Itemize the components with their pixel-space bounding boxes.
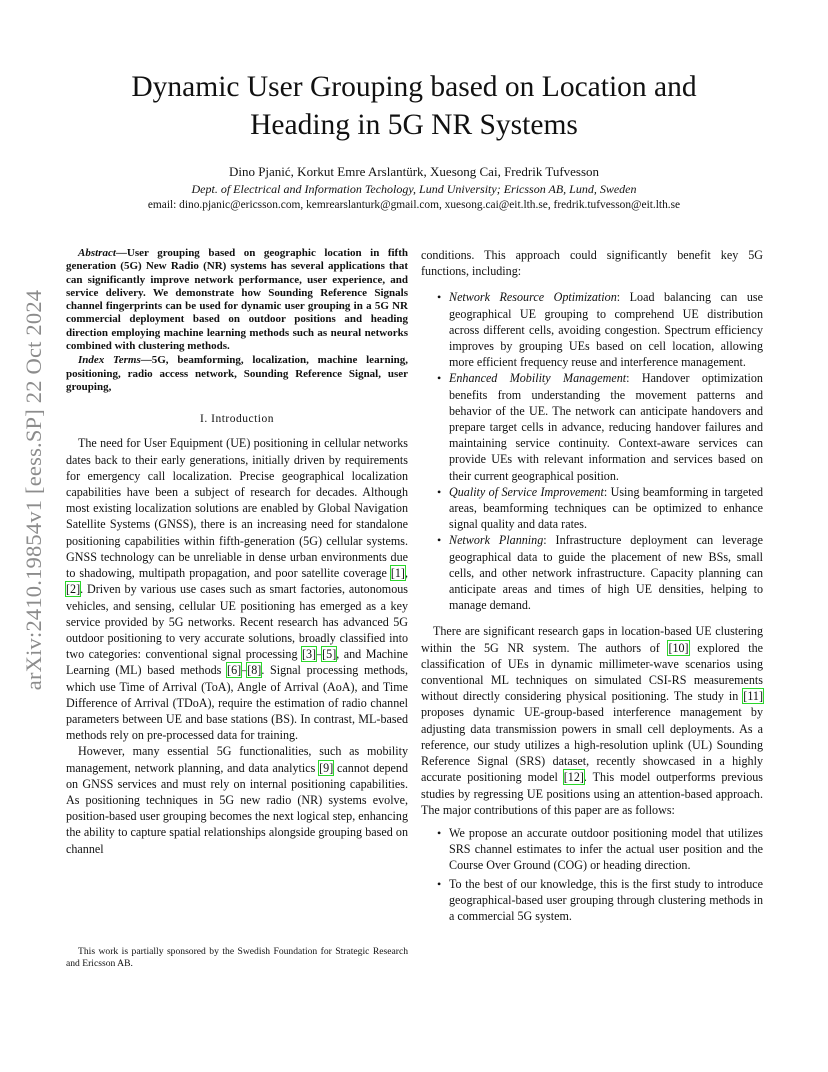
footnote [66, 946, 408, 970]
title-line-2: Heading in 5G NR Systems [250, 109, 578, 141]
text-run: . This model outperforms previous studies by regressing UE positions using an attention-based approach. The major contributions of this paper are as follows: [421, 770, 763, 817]
right-column [421, 247, 763, 926]
text-run: , and Machine Learning (ML) based methods [66, 647, 408, 678]
abstract-label: Abstract [78, 247, 116, 259]
text-run: – [241, 663, 248, 678]
text-run: The need for User Equipment (UE) positioning in cellular networks dates back to their early generations, initially driven by requirements for emergency call localization. Precise geographical localization capabilities have been a subject of research for decades. Although most existing localization solutions are enabled by Global Navigation Satellite Systems (GNSS), there is an increasing need for standalone positioning capabilities within fifth-generation (5G) cellular systems. GNSS technology can be unreliable in dense urban environments due to shadowing, multipath propagation, and poor satellite coverage [66, 436, 408, 581]
text-run: cannot depend on GNSS services and must rely on internal positioning capabilities. As positioning techniques in 5G new radio (NR) systems evolve, position-based user grouping becomes the next logical step, enhancing the ability to capture spatial relationships alongside grouping based on channel [66, 760, 408, 856]
bullet-text: : Handover optimization benefits from understanding the movement patterns and behavior of the UE. The network can anticipate handovers and prepare target cells in advance, reducing handover failures and maintaining service continuity. Context-aware services can provide UEs with relevant information and services based on their current geographical position. [449, 371, 763, 483]
citation-link[interactable]: [3] [301, 647, 317, 662]
arxiv-stamp[interactable]: arXiv:2410.19854v1 [eess.SP] 22 Oct 2024 [21, 289, 46, 691]
citation-link[interactable]: [6] [227, 663, 242, 678]
citation-link[interactable]: [9] [319, 760, 334, 775]
intro-paragraph-1 [66, 435, 408, 743]
abstract-text: —User grouping based on geographic location in fifth generation (5G) New Radio (NR) systems has several applications that can significantly improve network performance, user experience, and service delivery. We demonstrate how Sounding Reference Signals channel fingerprints can be used for dynamic user grouping in a 5G NR commercial deployment based on outdoor positions and heading direction employing machine learning methods such as neural networks combined with clustering methods. [66, 247, 408, 353]
citation-link[interactable]: [5] [322, 647, 337, 662]
text-run: There are significant research gaps in location-based UE clustering within the 5G NR system. The authors of [421, 624, 763, 655]
text-run: , [404, 566, 408, 581]
bullet-term: Network Resource Optimization [449, 290, 617, 305]
left-column [66, 247, 408, 857]
intro-paragraph-2 [66, 743, 408, 856]
text-run: However, many essential 5G functionalities, such as mobility management, network planning, and data analytics [66, 744, 408, 775]
index-terms-text: —5G, beamforming, localization, machine learning, positioning, radio access network, Sounding Reference Signal, user grouping, [66, 354, 408, 393]
list-item [421, 289, 763, 370]
text-run: explored the classification of UEs in dynamic millimeter-wave scenarios using conventional ML techniques on simulated CSI-RS measurements without directly considering physical positioning. The study in [421, 640, 764, 704]
citation-link[interactable]: [10] [668, 640, 689, 655]
bullet-term: Quality of Service Improvement [449, 484, 604, 499]
footnote-text: This work is partially sponsored by the Swedish Foundation for Strategic Research and Ericsson AB. [66, 946, 408, 969]
title-line-1: Dynamic User Grouping based on Location and [131, 71, 697, 103]
continuation-paragraph: conditions. This approach could significantly benefit key 5G functions, including: [421, 248, 763, 279]
contribution-list [421, 825, 763, 924]
citation-link[interactable]: [11] [743, 689, 763, 704]
text-run: . Signal processing methods, which use Time of Arrival (ToA), Angle of Arrival (AoA), and Time Difference of Arrival (TDoA), require the estimation of radio channel parameters between UE and base stations (BS). In contrast, ML-based methods rely on pre-processed data for training. [66, 663, 408, 743]
citation-link[interactable]: [12] [563, 770, 584, 785]
text-run: proposes dynamic UE-group-based interference management by adjusting data transmission powers in small cell deployments. As a reference, our study utilizes a high-resolution uplink (UL) Sounding Reference Signal (SRS) dataset, recently showcased in a highly accurate positioning model [421, 705, 763, 785]
section-heading-introduction: I. Introduction [200, 413, 274, 426]
affiliation: Dept. of Electrical and Information Techology, Lund University; Ericsson AB, Lund, Sweden [191, 182, 637, 196]
citation-link[interactable]: [2] [66, 582, 81, 597]
bullet-text: : Infrastructure deployment can leverage geographical data to guide the placement of new BSs, small cells, and other network infrastructure. Capacity planning can anticipate areas and times of high UE densities, helping to manage demand. [449, 533, 763, 613]
list-item [421, 532, 763, 613]
research-gap-paragraph [421, 623, 763, 817]
citation-link[interactable]: [8] [247, 663, 262, 678]
paper-title [60, 68, 768, 144]
author-list: Dino Pjanić, Korkut Emre Arslantürk, Xuesong Cai, Fredrik Tufvesson [228, 164, 600, 179]
citation-link[interactable]: [1] [390, 566, 405, 581]
bullet-text: : Load balancing can use geographical UE grouping to comprehend UE distribution across different cells, avoiding congestion. Spectrum efficiency improves by grouping UEs based on cell location, allowing more efficient frequency reuse and interference management. [449, 290, 763, 370]
abstract [66, 247, 408, 353]
index-terms-label: Index Terms [78, 354, 141, 367]
list-item [421, 484, 763, 533]
benefit-list [421, 289, 763, 613]
bullet-term: Enhanced Mobility Management [449, 371, 627, 386]
index-terms [66, 354, 408, 394]
bullet-text: : Using beamforming in targeted areas, beamforming techniques can be optimized to enhance signal quality and data rates. [449, 484, 763, 532]
arxiv-stamp-container [18, 290, 50, 690]
author-emails: email: dino.pjanic@ericsson.com, kemrearslanturk@gmail.com, xuesong.cai@eit.lth.se, fredrik.tufvesson@eit.lth.se [147, 199, 681, 211]
text-run: – [316, 647, 323, 662]
list-item [421, 370, 763, 483]
list-item: • We propose an accurate outdoor positioning model that utilizes SRS channel estimates to infer the actual user position and the Course Over Ground (COG) or heading direction. [421, 825, 763, 874]
list-item: • To the best of our knowledge, this is the first study to introduce geographical-based user grouping through clustering methods in a commercial 5G system. [421, 876, 763, 925]
bullet-term: Network Planning [449, 533, 544, 548]
text-run: . Driven by various use cases such as smart factories, autonomous vehicles, and sensing, cellular UE positioning has emerged as a key service provided by 5G networks. Recent research has advanced 5G outdoor positioning to very accurate solutions, broadly classified into two categories: conventional signal processing [66, 582, 408, 662]
